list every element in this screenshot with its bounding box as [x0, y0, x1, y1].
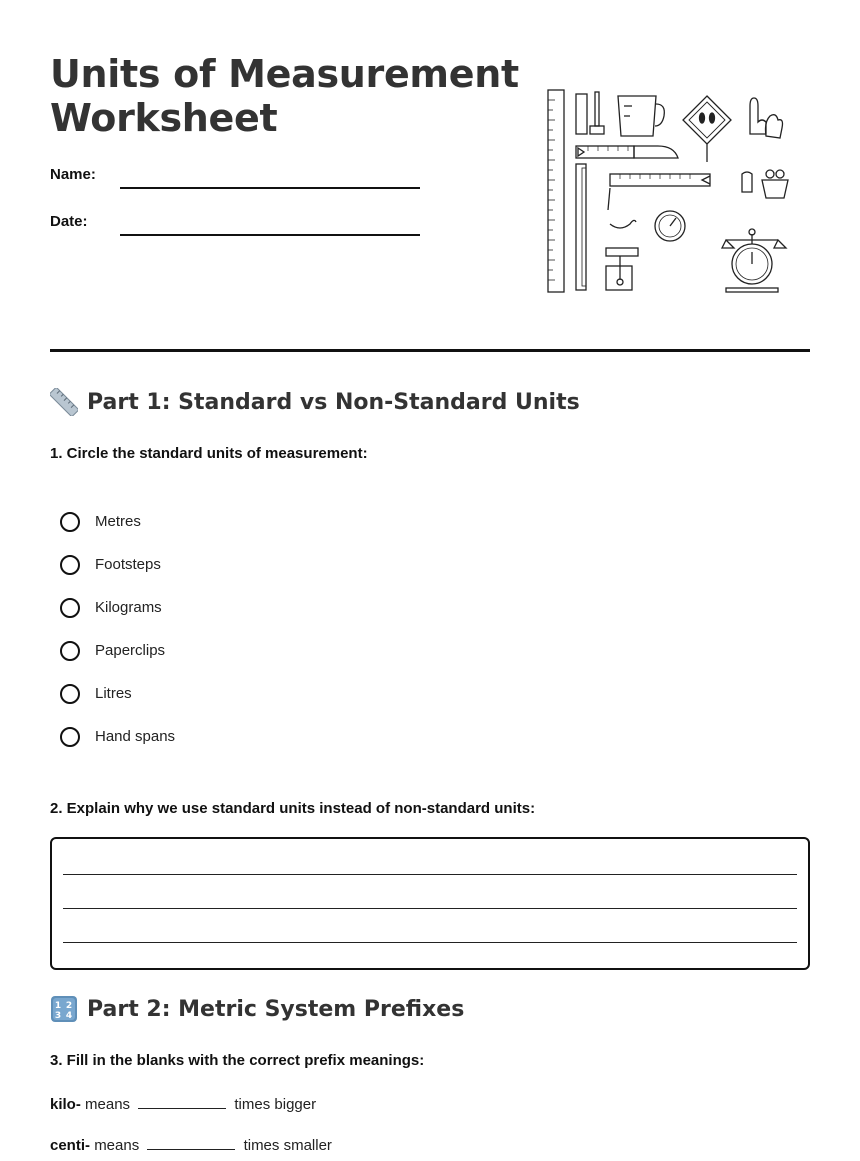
option-litres — [60, 672, 175, 715]
option-kilograms-circle[interactable] — [60, 598, 80, 618]
fill-row-kilo — [50, 1094, 316, 1113]
option-label: Kilograms — [95, 599, 162, 616]
standard-units-options — [60, 500, 175, 758]
part1-title — [50, 388, 580, 416]
footsteps-sign-icon — [683, 96, 731, 162]
option-hand-spans — [60, 715, 175, 758]
answer-box-q2[interactable] — [50, 837, 810, 970]
option-paperclips-circle[interactable] — [60, 641, 80, 661]
title-line-1: Units of Measurement — [50, 52, 519, 96]
option-label: Hand spans — [95, 728, 176, 745]
weighing-scale-icon — [722, 229, 786, 292]
tape-measure-icon — [576, 146, 678, 158]
prefix-kilo: kilo- — [50, 1096, 81, 1113]
option-label: Litres — [95, 685, 132, 702]
option-kilograms — [60, 586, 175, 629]
option-metres — [60, 500, 175, 543]
blank-centi[interactable] — [147, 1135, 235, 1150]
measuring-stand-icon — [606, 248, 638, 290]
date-label: Date: — [50, 213, 88, 230]
means-text: means — [85, 1096, 131, 1113]
answer-line — [63, 942, 797, 943]
title-line-2: Worksheet — [50, 96, 278, 140]
hands-icon — [750, 98, 783, 138]
answer-line — [63, 908, 797, 909]
stopwatch-icon — [655, 211, 685, 241]
option-hand-spans-circle[interactable] — [60, 727, 80, 747]
worksheet-title — [50, 52, 519, 140]
option-metres-circle[interactable] — [60, 512, 80, 532]
horizontal-ruler-icon — [608, 174, 710, 210]
option-footsteps-circle[interactable] — [60, 555, 80, 575]
part2-title — [50, 995, 464, 1023]
prefix-centi: centi- — [50, 1137, 91, 1154]
svg-text:4: 4 — [65, 1011, 73, 1021]
tail-text: times smaller — [243, 1137, 332, 1154]
ruler-icon — [50, 388, 78, 416]
fill-row-centi — [50, 1135, 332, 1154]
tail-text: times bigger — [234, 1096, 317, 1113]
header-divider — [50, 349, 810, 352]
date-field[interactable] — [120, 234, 420, 236]
svg-text:2: 2 — [65, 1001, 73, 1011]
svg-text:1: 1 — [54, 1001, 62, 1011]
numbers-keycap-icon — [50, 995, 78, 1023]
part2-title-text: Part 2: Metric System Prefixes — [87, 996, 465, 1022]
measuring-jug-icon — [618, 96, 664, 136]
vertical-ruler-icon — [548, 90, 564, 292]
option-paperclips — [60, 629, 175, 672]
option-label: Paperclips — [95, 642, 166, 659]
measuring-tools-illustration — [540, 84, 800, 300]
means-text: means — [94, 1137, 140, 1154]
option-litres-circle[interactable] — [60, 684, 80, 704]
question-2: 2. Explain why we use standard units instead of non-standard units: — [50, 800, 536, 817]
answer-line — [63, 874, 797, 875]
name-field[interactable] — [120, 187, 420, 189]
question-1: 1. Circle the standard units of measurement: — [50, 445, 368, 462]
question-3: 3. Fill in the blanks with the correct prefix meanings: — [50, 1052, 425, 1069]
part1-title-text: Part 1: Standard vs Non-Standard Units — [87, 389, 580, 415]
blank-kilo[interactable] — [138, 1094, 226, 1109]
option-label: Footsteps — [95, 556, 161, 573]
svg-text:3: 3 — [54, 1011, 62, 1021]
name-label: Name: — [50, 166, 96, 183]
option-label: Metres — [95, 513, 141, 530]
option-footsteps — [60, 543, 175, 586]
